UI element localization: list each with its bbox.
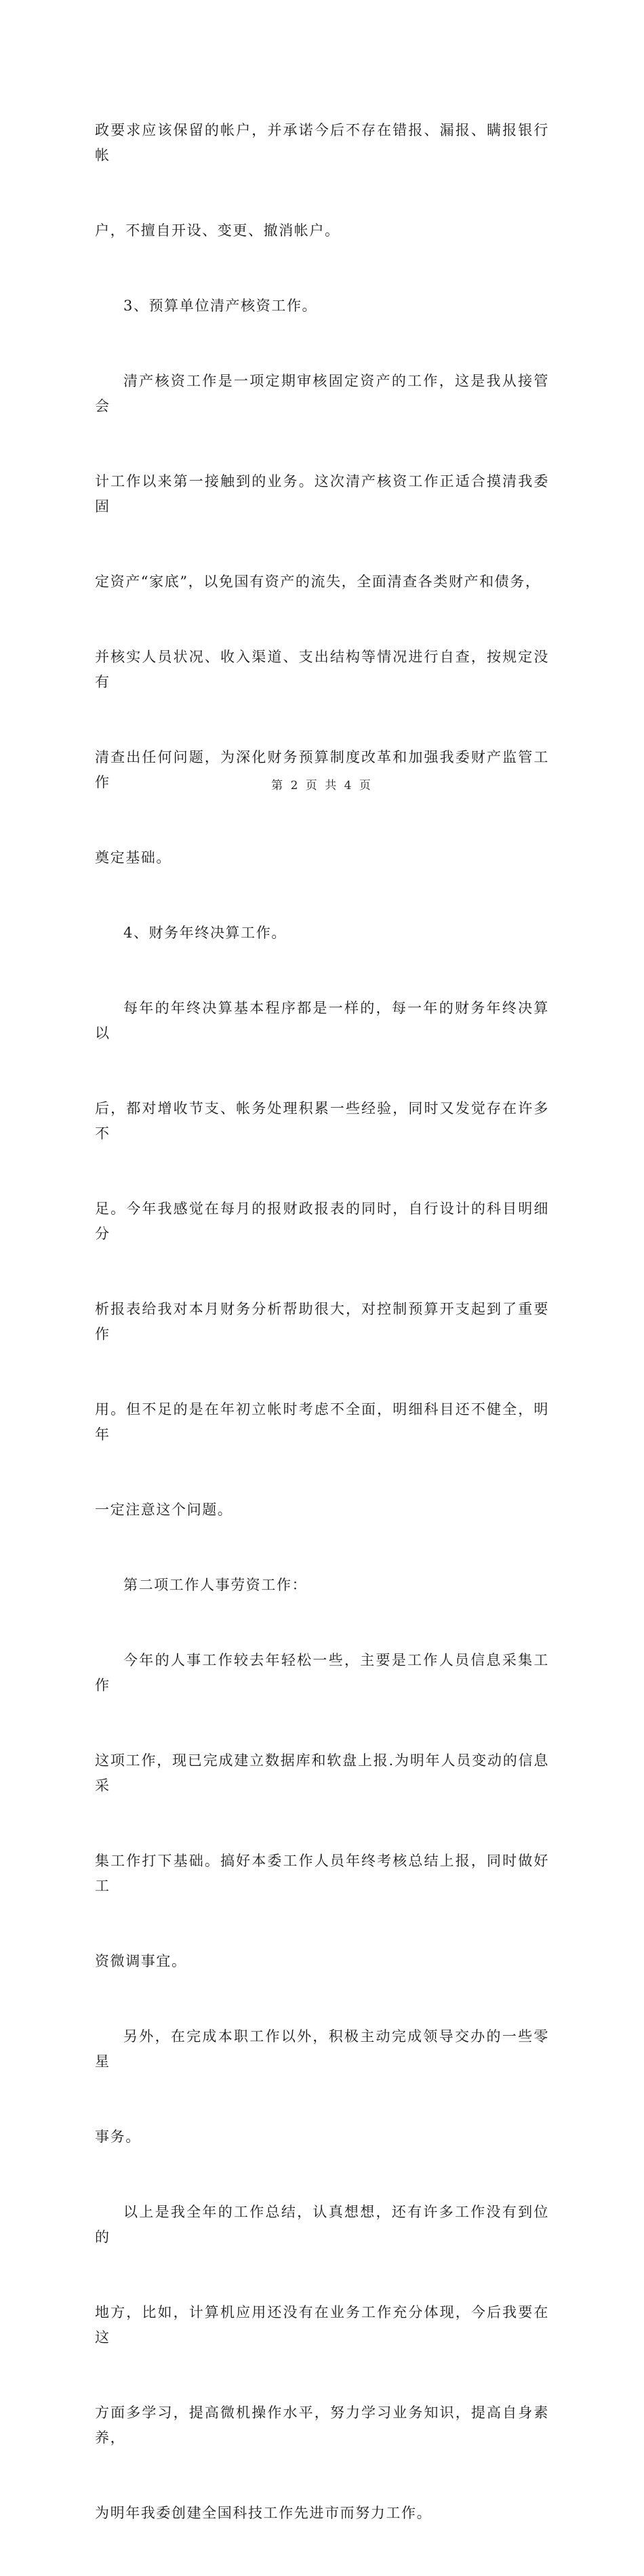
text-line: 户，不擅自开设、变更、撤消帐户。	[95, 222, 340, 239]
text-line: 集工作打下基础。搞好本委工作人员年终考核总结上报，同时做好工	[95, 1853, 549, 1894]
text-line: 今年的人事工作较去年轻松一些，主要是工作人员信息采集工作	[95, 1652, 549, 1693]
text-line: 析报表给我对本月财务分析帮助很大，对控制预算开支起到了重要作	[95, 1301, 549, 1342]
text-line: 另外，在完成本职工作以外，积极主动完成领导交办的一些零星	[95, 2028, 549, 2070]
section-heading: 4、财务年终决算工作。	[123, 925, 287, 941]
text-line: 清产核资工作是一项定期审核固定资产的工作，这是我从接管会	[95, 373, 549, 414]
text-line: 一定注意这个问题。	[95, 1502, 233, 1518]
text-line: 定资产“家底”，以免国有资产的流失，全面清查各类财产和债务，	[95, 573, 541, 590]
text-line: 并核实人员状况、收入渠道、支出结构等情况进行自查，按规定没有	[95, 649, 549, 690]
page-number-footer: 第 2 页 共 4 页	[271, 779, 373, 792]
text-line: 用。但不足的是在年初立帐时考虑不全面，明细科目还不健全，明年	[95, 1401, 549, 1443]
text-line: 资微调事宜。	[95, 1953, 187, 1969]
text-line: 后，都对增收节支、帐务处理积累一些经验，同时又发觉存在许多不	[95, 1100, 549, 1142]
text-line: 以上是我全年的工作总结，认真想想，还有许多工作没有到位的	[95, 2204, 549, 2245]
section-heading: 第二项工作人事劳资工作：	[123, 1577, 308, 1593]
body-text	[95, 68, 549, 2576]
section-heading: 3、预算单位清产核资工作。	[123, 298, 318, 314]
text-line: 足。今年我感觉在每月的报财政报表的同时，自行设计的科目明细分	[95, 1201, 549, 1242]
document-body	[95, 68, 549, 2576]
text-line: 为明年我委创建全国科技工作先进市而努力工作。	[95, 2505, 432, 2521]
text-line: 计工作以来第一接触到的业务。这次清产核资工作正适合摸清我委固	[95, 473, 549, 515]
text-line: 事务。	[95, 2129, 141, 2145]
text-line: 奠定基础。	[95, 849, 172, 866]
text-line: 政要求应该保留的帐户，并承诺今后不存在错报、漏报、瞒报银行帐	[95, 122, 549, 163]
text-line: 这项工作，现已完成建立数据库和软盘上报.为明年人员变动的信息采	[95, 1752, 549, 1794]
text-line: 每年的年终决算基本程序都是一样的，每一年的财务年终决算以	[95, 1000, 549, 1041]
text-line: 清查出任何问题，为深化财务预算制度改革和加强我委财产监管工作	[95, 749, 549, 790]
text-line: 方面多学习，提高微机操作水平，努力学习业务知识，提高自身素养，	[95, 2404, 549, 2446]
text-line: 地方，比如，计算机应用还没有在业务工作充分体现，今后我要在这	[95, 2304, 549, 2346]
